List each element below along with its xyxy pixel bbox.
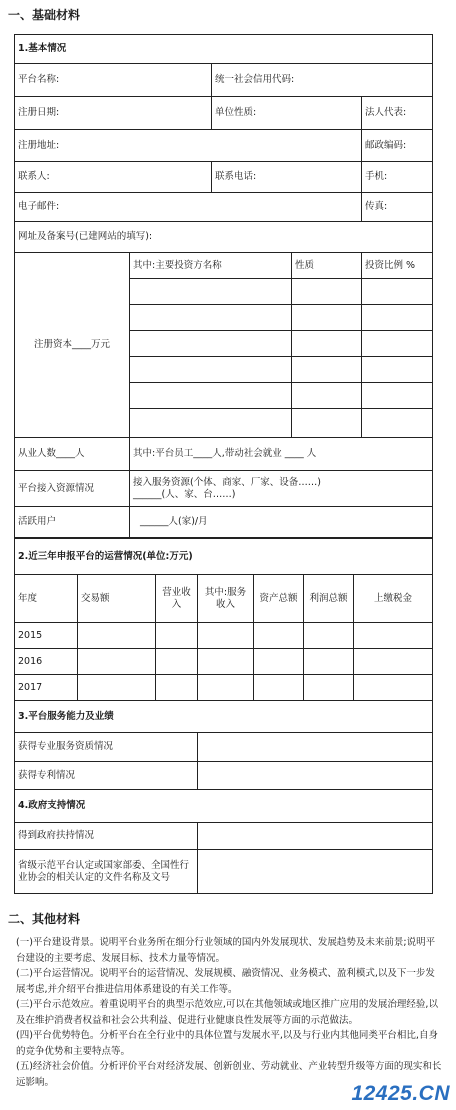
data-cell[interactable] xyxy=(78,623,156,649)
data-cell[interactable] xyxy=(198,649,254,675)
active-users-label: 活跃用户 xyxy=(15,507,130,538)
reg-address-field[interactable]: 注册地址: xyxy=(15,130,362,162)
platform-name-field[interactable]: 平台名称: xyxy=(15,64,212,97)
investor-row-ratio[interactable] xyxy=(362,357,433,383)
qualification-field[interactable] xyxy=(198,733,433,762)
data-cell[interactable] xyxy=(156,623,198,649)
contact-phone-field[interactable]: 联系电话: xyxy=(212,162,362,193)
data-cell[interactable] xyxy=(254,649,304,675)
investor-row-ratio[interactable] xyxy=(362,383,433,409)
header-taxes: 上缴税金 xyxy=(354,575,433,623)
note-item: (三)平台示范效应。着重说明平台的典型示范效应,可以在其他领域或地区推广应用的发展治理经验,以及在维护消费者权益和社会公共利益、促进行业健康良性发展等方面的示范做法。 xyxy=(16,999,438,1026)
investor-name-header: 其中:主要投资方名称 xyxy=(130,253,292,279)
unit-nature-field[interactable]: 单位性质: xyxy=(212,97,362,130)
staff-count-label: 从业人数____人 xyxy=(15,438,130,471)
investor-row-ratio[interactable] xyxy=(362,305,433,331)
gov-support-field[interactable] xyxy=(198,823,433,850)
data-cell[interactable] xyxy=(156,675,198,701)
data-cell[interactable] xyxy=(354,649,433,675)
recognition-field[interactable] xyxy=(198,850,433,894)
basic-info-heading: 1.基本情况 xyxy=(15,35,433,64)
investor-row-name[interactable] xyxy=(130,357,292,383)
gov-support-heading: 4.政府支持情况 xyxy=(15,790,433,823)
data-cell[interactable] xyxy=(354,623,433,649)
reg-date-field[interactable]: 注册日期: xyxy=(15,97,212,130)
investor-nature-header: 性质 xyxy=(292,253,362,279)
section-title-other-materials: 二、其他材料 xyxy=(8,912,81,926)
email-field[interactable]: 电子邮件: xyxy=(15,193,362,222)
note-item: (一)平台建设背景。说明平台业务所在细分行业领域的国内外发展现状、发展趋势及未来前景;说明平台建设的主要考虑、发展目标、技术力量等情况。 xyxy=(16,937,436,964)
basic-info-table xyxy=(14,34,433,538)
other-materials-notes xyxy=(16,935,444,1090)
credit-code-field[interactable]: 统一社会信用代码: xyxy=(212,64,433,97)
website-field[interactable]: 网址及备案号(已建网站的填写): xyxy=(15,222,433,253)
header-revenue: 营业收入 xyxy=(156,575,198,623)
fax-field[interactable]: 传真: xyxy=(362,193,433,222)
year-cell: 2017 xyxy=(15,675,78,701)
header-transaction: 交易额 xyxy=(78,575,156,623)
gov-support-label: 得到政府扶持情况 xyxy=(15,823,198,850)
investor-row-nature[interactable] xyxy=(292,383,362,409)
data-cell[interactable] xyxy=(304,649,354,675)
data-cell[interactable] xyxy=(156,649,198,675)
investor-row-ratio[interactable] xyxy=(362,331,433,357)
legal-rep-field[interactable]: 法人代表: xyxy=(362,97,433,130)
investor-row-name[interactable] xyxy=(130,383,292,409)
postcode-field[interactable]: 邮政编码: xyxy=(362,130,433,162)
investor-ratio-header: 投资比例 % xyxy=(362,253,433,279)
year-cell: 2016 xyxy=(15,649,78,675)
operations-table xyxy=(14,538,433,894)
investor-row-nature[interactable] xyxy=(292,357,362,383)
contact-field[interactable]: 联系人: xyxy=(15,162,212,193)
staff-detail-field[interactable]: 其中:平台员工____人,带动社会就业 ____ 人 xyxy=(130,438,433,471)
qualification-label: 获得专业服务资质情况 xyxy=(15,733,198,762)
recognition-label: 省级示范平台认定或国家部委、全国性行业协会的相关认定的文件名称及文号 xyxy=(15,850,198,894)
investor-row-nature[interactable] xyxy=(292,331,362,357)
patent-field[interactable] xyxy=(198,762,433,790)
data-cell[interactable] xyxy=(254,623,304,649)
access-resources-line-1: 接入服务资源(个体、商家、厂家、设备……) xyxy=(133,476,321,488)
watermark-logo: 12425.CN xyxy=(351,1082,450,1105)
data-cell[interactable] xyxy=(304,623,354,649)
data-cell[interactable] xyxy=(78,649,156,675)
data-cell[interactable] xyxy=(254,675,304,701)
investor-row-name[interactable] xyxy=(130,305,292,331)
investor-row-nature[interactable] xyxy=(292,305,362,331)
registered-capital-label: 注册资本____万元 xyxy=(15,253,130,438)
header-service-revenue: 其中:服务收入 xyxy=(198,575,254,623)
access-resources-line-2: ______(人、家、台……) xyxy=(133,488,236,500)
investor-row-name[interactable] xyxy=(130,409,292,438)
investor-row-name[interactable] xyxy=(130,279,292,305)
data-cell[interactable] xyxy=(78,675,156,701)
data-cell[interactable] xyxy=(304,675,354,701)
data-cell[interactable] xyxy=(354,675,433,701)
header-total-assets: 资产总额 xyxy=(254,575,304,623)
active-users-field[interactable]: ______人(家)/月 xyxy=(130,507,433,538)
capability-heading: 3.平台服务能力及业绩 xyxy=(15,701,433,733)
patent-label: 获得专利情况 xyxy=(15,762,198,790)
header-year: 年度 xyxy=(15,575,78,623)
header-total-profit: 利润总额 xyxy=(304,575,354,623)
year-cell: 2015 xyxy=(15,623,78,649)
access-resources-label: 平台接入资源情况 xyxy=(15,471,130,507)
operations-heading: 2.近三年申报平台的运营情况(单位:万元) xyxy=(15,539,433,575)
investor-row-nature[interactable] xyxy=(292,409,362,438)
note-item: (二)平台运营情况。说明平台的运营情况、发展规模、融资情况、业务模式、盈利模式,以及下一步发展考虑,并介绍平台推进信用体系建设的有关工作等。 xyxy=(16,968,435,995)
section-title-basic-materials: 一、基础材料 xyxy=(8,8,81,22)
note-item: (四)平台优势特色。分析平台在全行业中的具体位置与发展水平,以及与行业内其他同类平台相比,自身的竞争优势和主要特点等。 xyxy=(16,1030,438,1057)
access-resources-field[interactable] xyxy=(130,471,433,507)
investor-row-ratio[interactable] xyxy=(362,279,433,305)
note-item: (五)经济社会价值。分析评价平台对经济发展、创新创业、劳动就业、产业转型升级等方面的现实和长远影响。 xyxy=(16,1061,442,1088)
mobile-field[interactable]: 手机: xyxy=(362,162,433,193)
data-cell[interactable] xyxy=(198,623,254,649)
investor-row-ratio[interactable] xyxy=(362,409,433,438)
data-cell[interactable] xyxy=(198,675,254,701)
investor-row-name[interactable] xyxy=(130,331,292,357)
investor-row-nature[interactable] xyxy=(292,279,362,305)
